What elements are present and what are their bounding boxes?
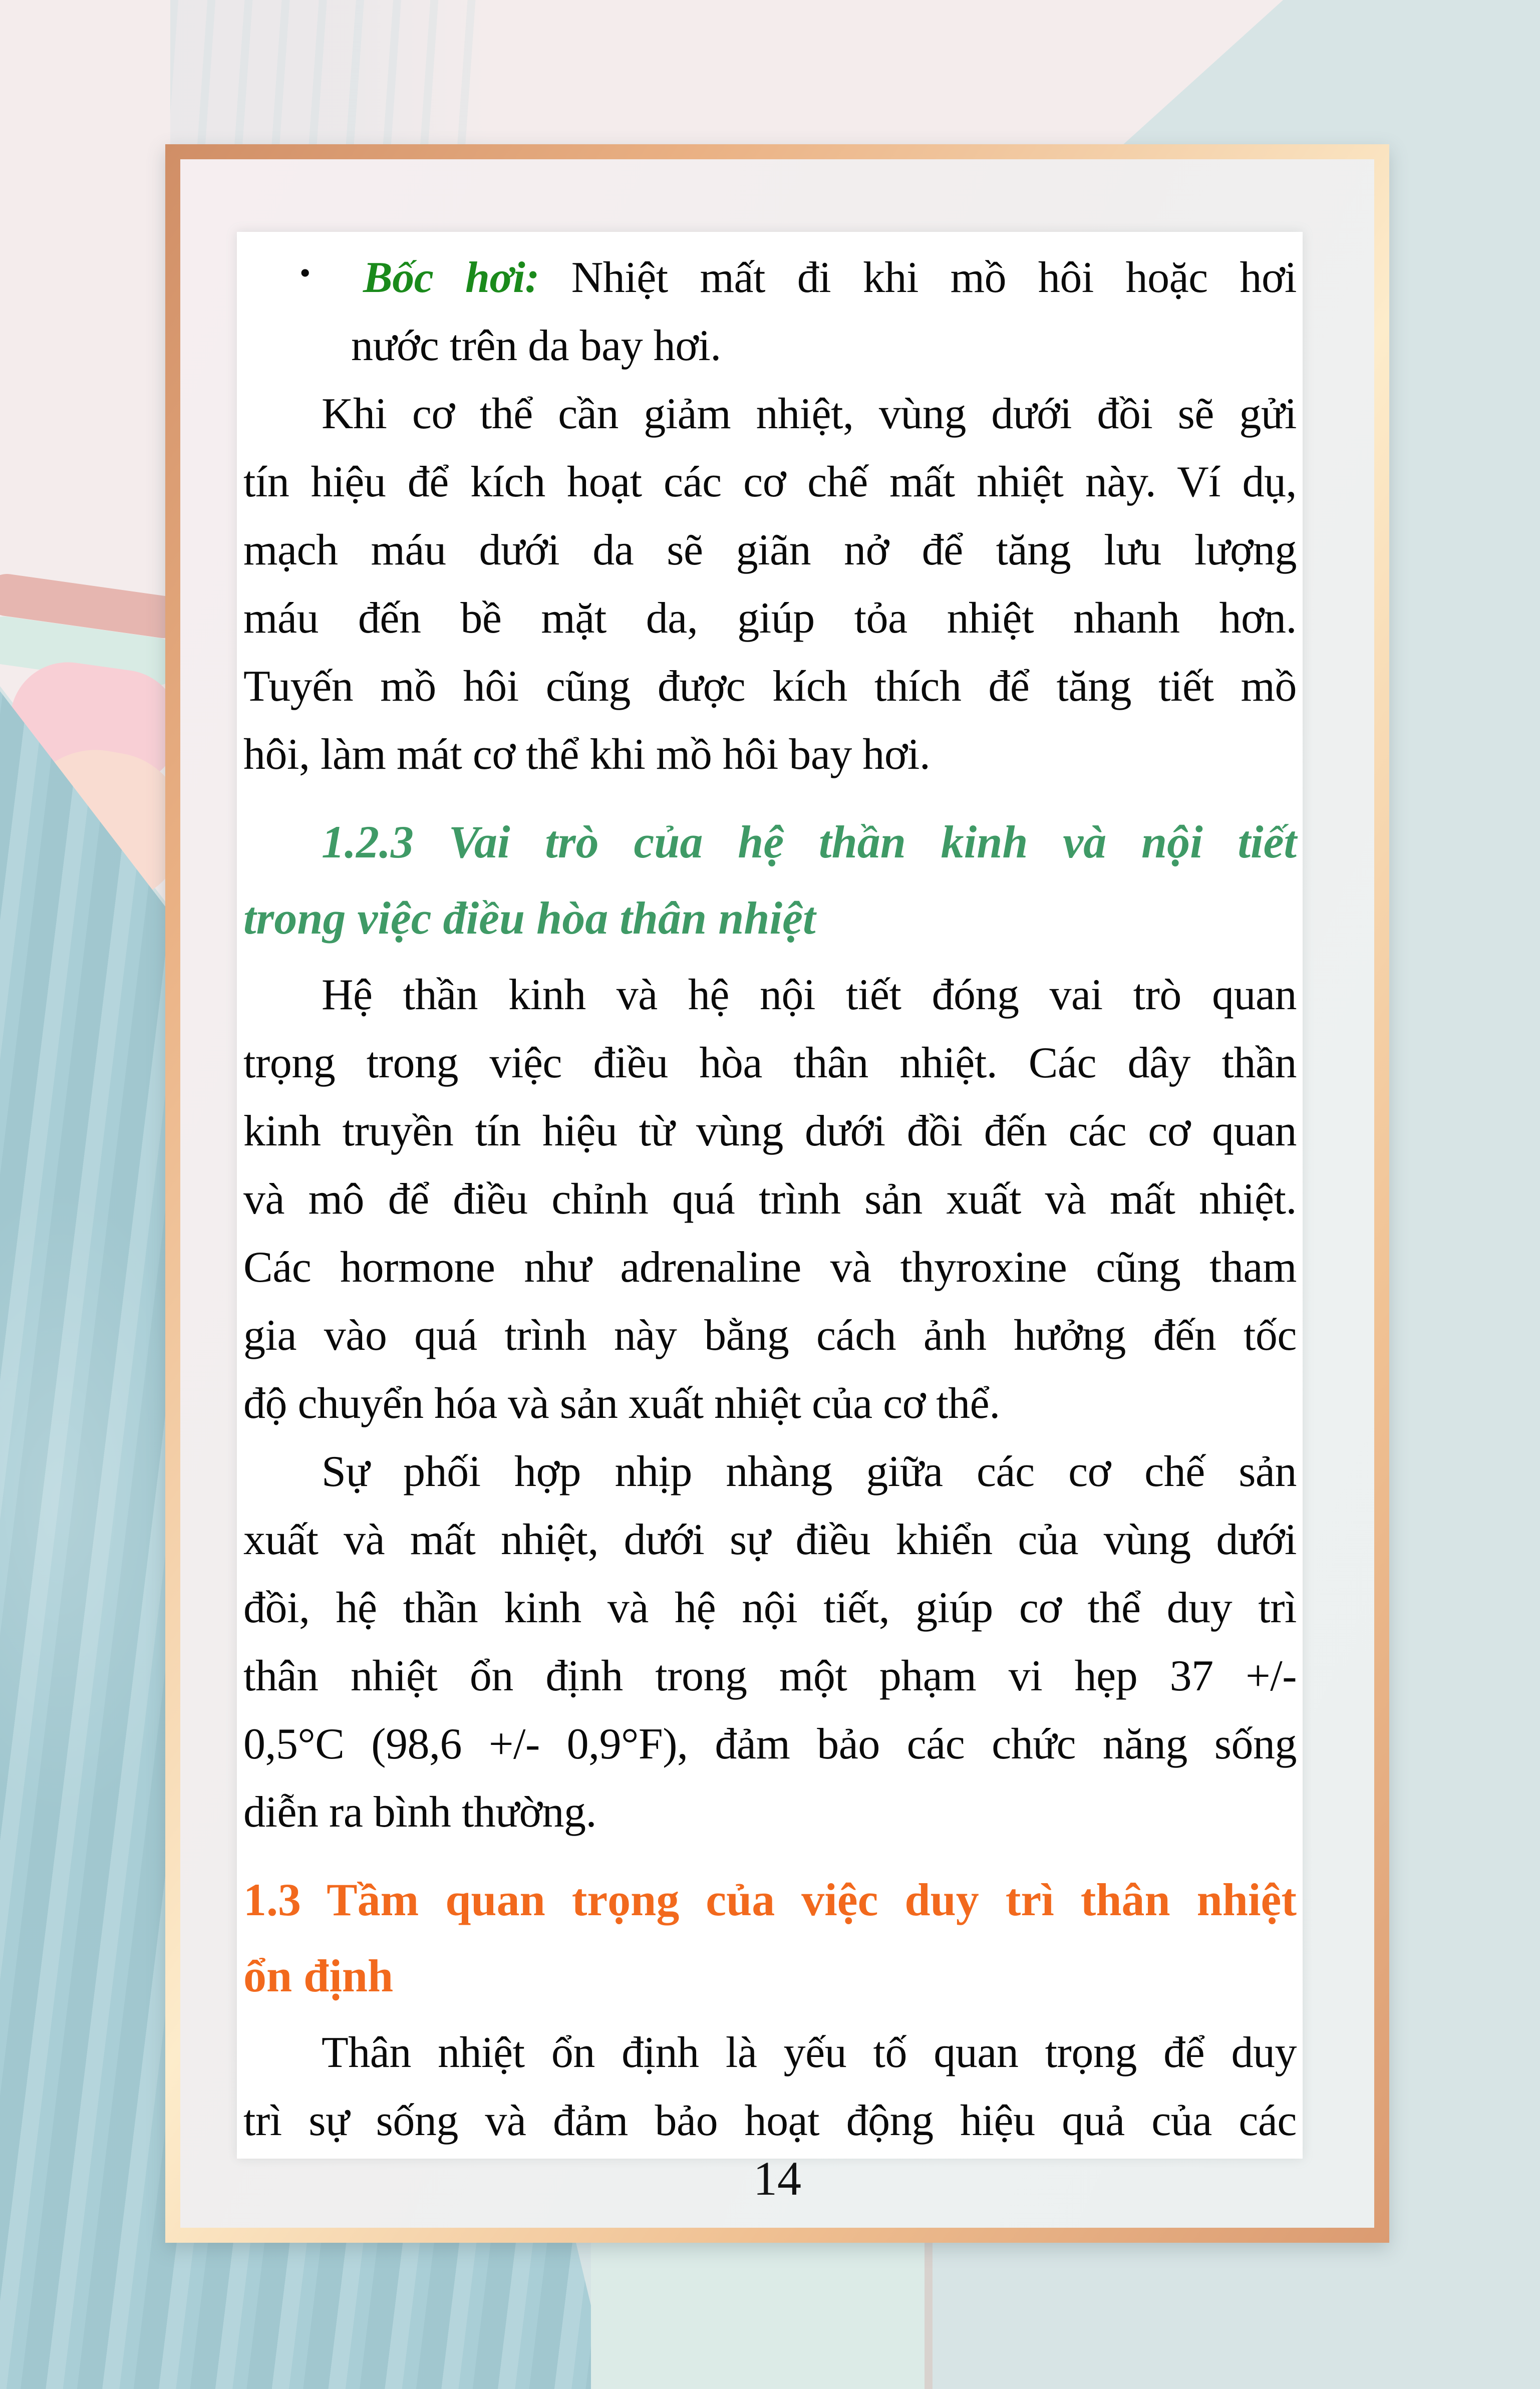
background-mint-column: [591, 2243, 925, 2389]
text-line: • Bốc hơi: Nhiệt mất đi khi mồ hôi hoặc hơi: [299, 253, 1297, 302]
text-line: ổn định: [243, 1950, 394, 2001]
block-bullet: [243, 244, 1297, 380]
text-line: nước trên da bay hơi.: [351, 322, 721, 370]
text-line: Sự phối hợp nhịp nhàng giữa các cơ chế sản: [322, 1447, 1297, 1496]
text-line: máu đến bề mặt da, giúp tỏa nhiệt nhanh hơn.: [243, 594, 1297, 643]
text-line: Khi cơ thể cần giảm nhiệt, vùng dưới đồi sẽ gửi: [322, 390, 1297, 438]
block-paragraph: [243, 1438, 1297, 1847]
block-paragraph: [243, 380, 1297, 789]
text-line: trọng trong việc điều hòa thân nhiệt. Các dây thần: [243, 1039, 1297, 1087]
block-heading-orange: [243, 1862, 1297, 2014]
page-margin: [180, 159, 1374, 2228]
text-line: Các hormone như adrenaline và thyroxine cũng tham: [243, 1243, 1297, 1292]
text-line: 0,5°C (98,6 +/- 0,9°F), đảm bảo các chức năng sống: [243, 1720, 1297, 1768]
text-line: mạch máu dưới da sẽ giãn nở để tăng lưu lượng: [243, 526, 1297, 574]
text-line: đồi, hệ thần kinh và hệ nội tiết, giúp cơ thể duy trì: [243, 1584, 1297, 1632]
text-line: kinh truyền tín hiệu từ vùng dưới đồi đến các cơ quan: [243, 1107, 1297, 1155]
text-line: trong việc điều hòa thân nhiệt: [243, 892, 816, 944]
text-line: Hệ thần kinh và hệ nội tiết đóng vai trò quan: [322, 971, 1297, 1019]
text-line: Tuyến mồ hôi cũng được kích thích để tăng tiết mồ: [243, 662, 1297, 711]
text-line: hôi, làm mát cơ thể khi mồ hôi bay hơi.: [243, 730, 931, 779]
background-vertical-line: [925, 2243, 933, 2389]
block-paragraph: [243, 2019, 1297, 2155]
page-number: 14: [753, 2151, 801, 2205]
bullet-term: Bốc hơi:: [363, 253, 539, 302]
background-grey-streaks: [170, 0, 491, 145]
bullet-marker: •: [299, 255, 311, 290]
text-line: độ chuyển hóa và sản xuất nhiệt của cơ thể.: [243, 1379, 1000, 1428]
page-frame: [165, 144, 1389, 2243]
document-body: [237, 232, 1303, 2159]
text-line: thân nhiệt ổn định trong một phạm vi hẹp 37 +/-: [243, 1652, 1297, 1700]
text-line: 1.2.3 Vai trò của hệ thần kinh và nội tiết: [322, 816, 1297, 867]
block-heading-green: [243, 804, 1297, 956]
text-line: tín hiệu để kích hoạt các cơ chế mất nhiệt này. Ví dụ,: [243, 458, 1297, 506]
block-paragraph: [243, 961, 1297, 1438]
text-line: gia vào quá trình này bằng cách ảnh hưởng đến tốc: [243, 1311, 1297, 1360]
text-line: Thân nhiệt ổn định là yếu tố quan trọng để duy: [322, 2028, 1297, 2077]
text-line: trì sự sống và đảm bảo hoạt động hiệu quả của các: [243, 2097, 1297, 2145]
text-line: và mô để điều chỉnh quá trình sản xuất và mất nhiệt.: [243, 1175, 1297, 1224]
text-line: diễn ra bình thường.: [243, 1788, 596, 1837]
text-line: xuất và mất nhiệt, dưới sự điều khiển của vùng dưới: [243, 1516, 1297, 1564]
text-line: 1.3 Tầm quan trọng của việc duy trì thân nhiệt: [243, 1874, 1297, 1925]
